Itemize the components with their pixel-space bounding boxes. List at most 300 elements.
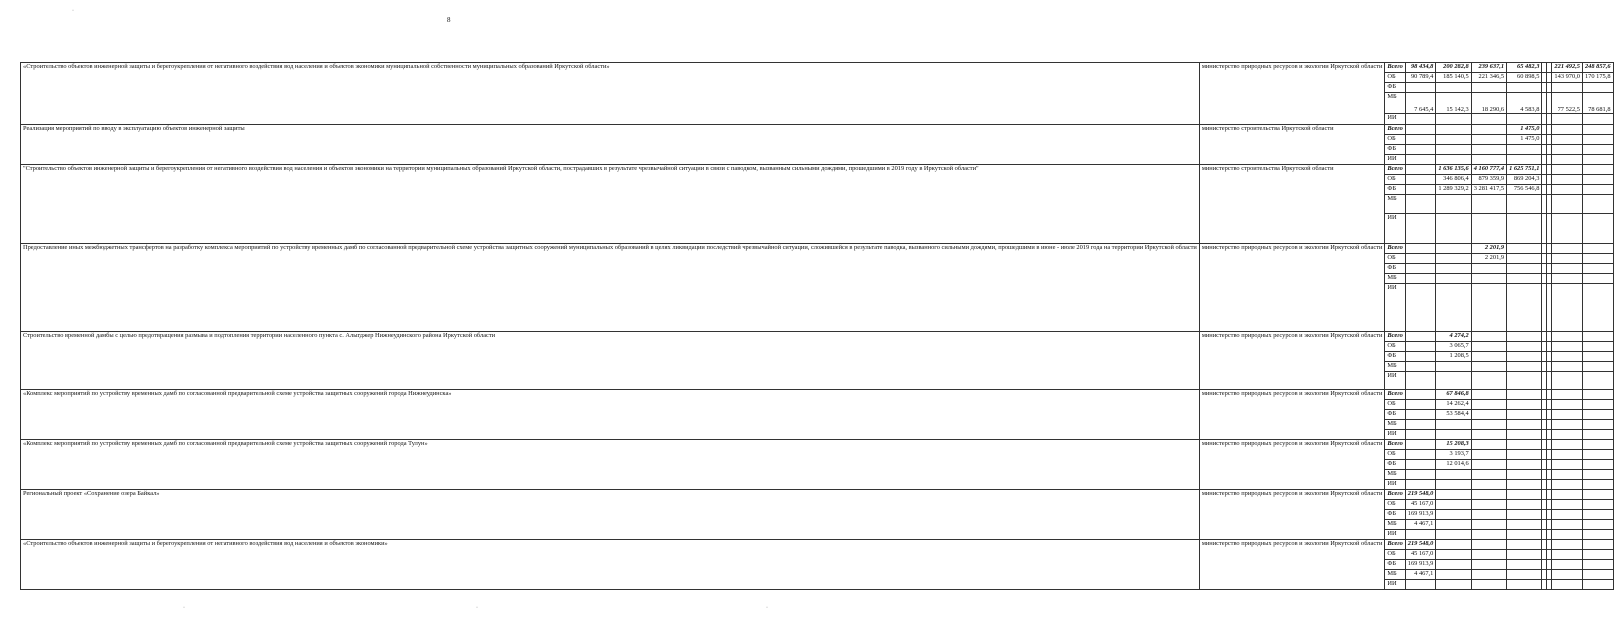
amount-cell	[1471, 570, 1506, 580]
amount-cell	[1471, 510, 1506, 520]
amount-cell	[1552, 390, 1583, 400]
funding-source: ФБ	[1385, 460, 1405, 470]
amount-cell	[1405, 580, 1436, 590]
amount-cell	[1582, 550, 1613, 560]
funding-source: Всего	[1385, 165, 1405, 175]
amount-cell	[1405, 145, 1436, 155]
amount-cell: 221 492,5	[1552, 63, 1583, 73]
amount-cell	[1405, 470, 1436, 480]
amount-cell: 879 359,9	[1471, 175, 1506, 185]
amount-cell: 756 546,8	[1507, 185, 1542, 195]
amount-cell	[1436, 580, 1471, 590]
amount-cell	[1436, 540, 1471, 550]
amount-cell	[1582, 125, 1613, 135]
amount-cell	[1582, 530, 1613, 540]
amount-cell	[1436, 560, 1471, 570]
amount-cell	[1552, 284, 1583, 332]
amount-cell	[1436, 284, 1471, 332]
amount-cell: 2 201,9	[1471, 244, 1506, 254]
amount-cell	[1436, 420, 1471, 430]
amount-cell	[1436, 155, 1471, 165]
amount-cell	[1471, 550, 1506, 560]
amount-cell	[1436, 254, 1471, 264]
amount-cell	[1436, 214, 1471, 244]
program-name: «Строительство объектов инженерной защиты и берегоукрепления от негативного воздействия вод населения и объектов экономики»	[21, 540, 1200, 590]
amount-cell	[1507, 114, 1542, 125]
amount-cell	[1507, 372, 1542, 390]
amount-cell	[1552, 264, 1583, 274]
scan-speck: ·	[183, 605, 185, 611]
amount-cell	[1471, 520, 1506, 530]
amount-cell	[1552, 530, 1583, 540]
funding-source: ФБ	[1385, 560, 1405, 570]
amount-cell: 3 065,7	[1436, 342, 1471, 352]
responsible-executor: министерство строительства Иркутской области	[1199, 125, 1385, 165]
funding-source: ОБ	[1385, 254, 1405, 264]
amount-cell	[1436, 362, 1471, 372]
funding-source: ФБ	[1385, 510, 1405, 520]
amount-cell: 90 789,4	[1405, 73, 1436, 83]
amount-cell	[1582, 560, 1613, 570]
amount-cell	[1582, 440, 1613, 450]
amount-cell: 45 167,0	[1405, 500, 1436, 510]
amount-cell	[1552, 125, 1583, 135]
amount-cell	[1405, 185, 1436, 195]
amount-cell	[1436, 114, 1471, 125]
funding-source: ИИ	[1385, 430, 1405, 440]
amount-cell	[1507, 430, 1542, 440]
amount-cell	[1471, 155, 1506, 165]
amount-cell: 4 274,2	[1436, 332, 1471, 342]
table-row	[21, 490, 1614, 500]
amount-cell: 143 970,0	[1552, 73, 1583, 83]
amount-cell: 248 857,6	[1582, 63, 1613, 73]
amount-cell	[1436, 125, 1471, 135]
amount-cell	[1582, 185, 1613, 195]
amount-cell	[1552, 520, 1583, 530]
program-name: Предоставление иных межбюджетных трансфертов на разработку комплекса мероприятий по устройству временных дамб по согласованной предварительной схеме устройства защитных сооружений муниципальных образований в целях ликвидации последствий чрезвычайной ситуации, сложившейся в результате паводка, вызванного сильными дождями, прошедшими в июне - июле 2019 года на территории Иркутской области	[21, 244, 1200, 332]
amount-cell	[1552, 430, 1583, 440]
amount-cell: 4 583,8	[1507, 93, 1542, 114]
amount-cell	[1582, 155, 1613, 165]
amount-cell	[1552, 460, 1583, 470]
program-name: "Строительство объектов инженерной защиты и берегоукрепления от негативного воздействия вод населения и объектов экономики на территории муниципальных образований Иркутской области, пострадавших в результате чрезвычайной ситуации в связи с паводком, вызванным сильными дождями, прошедшими в 2019 году в Иркутской области"	[21, 165, 1200, 244]
amount-cell	[1507, 400, 1542, 410]
amount-cell	[1405, 362, 1436, 372]
amount-cell	[1436, 550, 1471, 560]
amount-cell	[1471, 362, 1506, 372]
amount-cell	[1507, 145, 1542, 155]
amount-cell	[1552, 420, 1583, 430]
amount-cell	[1552, 352, 1583, 362]
amount-cell	[1405, 135, 1436, 145]
funding-source: Всего	[1385, 63, 1405, 73]
amount-cell	[1471, 145, 1506, 155]
amount-cell: 3 193,7	[1436, 450, 1471, 460]
amount-cell	[1552, 560, 1583, 570]
amount-cell	[1436, 510, 1471, 520]
responsible-executor: министерство природных ресурсов и экологии Иркутской области	[1199, 490, 1385, 540]
amount-cell	[1436, 490, 1471, 500]
program-name: «Комплекс мероприятий по устройству временных дамб по согласованной предварительной схеме устройства защитных сооружений города Тулун»	[21, 440, 1200, 490]
funding-source: МБ	[1385, 195, 1405, 214]
scan-speck: ·	[72, 8, 74, 14]
amount-cell: 4 160 777,4	[1471, 165, 1506, 175]
table-row	[21, 125, 1614, 135]
responsible-executor: министерство строительства Иркутской области	[1199, 165, 1385, 244]
amount-cell	[1582, 390, 1613, 400]
amount-cell	[1471, 420, 1506, 430]
amount-cell	[1471, 372, 1506, 390]
amount-cell	[1552, 362, 1583, 372]
table-row	[21, 390, 1614, 400]
amount-cell	[1405, 195, 1436, 214]
funding-source: ИИ	[1385, 155, 1405, 165]
responsible-executor: министерство природных ресурсов и экологии Иркутской области	[1199, 440, 1385, 490]
program-name: Региональный проект «Сохранение озера Байкал»	[21, 490, 1200, 540]
amount-cell	[1436, 500, 1471, 510]
amount-cell	[1552, 135, 1583, 145]
amount-cell	[1582, 430, 1613, 440]
funding-source: ФБ	[1385, 264, 1405, 274]
amount-cell	[1405, 175, 1436, 185]
amount-cell	[1471, 352, 1506, 362]
amount-cell	[1405, 254, 1436, 264]
amount-cell	[1507, 342, 1542, 352]
amount-cell	[1405, 244, 1436, 254]
amount-cell	[1552, 440, 1583, 450]
amount-cell	[1507, 480, 1542, 490]
amount-cell: 346 806,4	[1436, 175, 1471, 185]
amount-cell: 15 208,3	[1436, 440, 1471, 450]
program-name: Реализация мероприятий по вводу в эксплуатацию объектов инженерной защиты	[21, 125, 1200, 165]
amount-cell: 78 681,8	[1582, 93, 1613, 114]
amount-cell	[1582, 352, 1613, 362]
funding-source: ОБ	[1385, 135, 1405, 145]
funding-source: ИИ	[1385, 530, 1405, 540]
amount-cell	[1582, 83, 1613, 93]
amount-cell: 185 140,5	[1436, 73, 1471, 83]
amount-cell	[1507, 362, 1542, 372]
amount-cell	[1552, 400, 1583, 410]
amount-cell	[1507, 195, 1542, 214]
amount-cell	[1507, 560, 1542, 570]
amount-cell	[1582, 520, 1613, 530]
program-name: «Строительство объектов инженерной защиты и берегоукрепления от негативного воздействия вод населения и объектов экономики муниципальной собственности муниципальных образований Иркутской области»	[21, 63, 1200, 125]
amount-cell	[1582, 254, 1613, 264]
amount-cell	[1405, 390, 1436, 400]
funding-source: ФБ	[1385, 185, 1405, 195]
funding-source: ИИ	[1385, 284, 1405, 332]
amount-cell	[1436, 530, 1471, 540]
amount-cell	[1552, 410, 1583, 420]
amount-cell	[1507, 390, 1542, 400]
amount-cell	[1552, 540, 1583, 550]
amount-cell: 14 262,4	[1436, 400, 1471, 410]
amount-cell	[1405, 125, 1436, 135]
amount-cell	[1582, 400, 1613, 410]
amount-cell	[1436, 372, 1471, 390]
funding-source: МБ	[1385, 520, 1405, 530]
funding-source: МБ	[1385, 470, 1405, 480]
amount-cell	[1582, 490, 1613, 500]
amount-cell	[1471, 500, 1506, 510]
amount-cell	[1471, 274, 1506, 284]
amount-cell	[1507, 440, 1542, 450]
amount-cell	[1552, 500, 1583, 510]
amount-cell	[1405, 460, 1436, 470]
amount-cell	[1552, 470, 1583, 480]
amount-cell	[1582, 450, 1613, 460]
amount-cell	[1471, 83, 1506, 93]
amount-cell	[1471, 410, 1506, 420]
amount-cell	[1507, 244, 1542, 254]
amount-cell	[1436, 470, 1471, 480]
amount-cell	[1582, 540, 1613, 550]
amount-cell	[1507, 352, 1542, 362]
amount-cell	[1552, 342, 1583, 352]
amount-cell	[1405, 450, 1436, 460]
responsible-executor: министерство природных ресурсов и экологии Иркутской области	[1199, 244, 1385, 332]
amount-cell	[1552, 83, 1583, 93]
amount-cell	[1405, 420, 1436, 430]
amount-cell	[1582, 460, 1613, 470]
amount-cell	[1507, 470, 1542, 480]
amount-cell	[1405, 274, 1436, 284]
amount-cell	[1582, 470, 1613, 480]
amount-cell	[1582, 195, 1613, 214]
funding-source: Всего	[1385, 440, 1405, 450]
amount-cell	[1405, 410, 1436, 420]
amount-cell: 18 290,6	[1471, 93, 1506, 114]
funding-source: ИИ	[1385, 372, 1405, 390]
amount-cell	[1507, 420, 1542, 430]
amount-cell	[1436, 83, 1471, 93]
funding-source: Всего	[1385, 390, 1405, 400]
amount-cell	[1471, 284, 1506, 332]
funding-source: ФБ	[1385, 145, 1405, 155]
amount-cell	[1436, 244, 1471, 254]
budget-table	[20, 62, 1614, 590]
funding-source: Всего	[1385, 540, 1405, 550]
amount-cell: 65 482,3	[1507, 63, 1542, 73]
amount-cell: 60 898,5	[1507, 73, 1542, 83]
amount-cell	[1471, 135, 1506, 145]
amount-cell: 1 625 751,1	[1507, 165, 1542, 175]
amount-cell	[1471, 530, 1506, 540]
amount-cell	[1507, 580, 1542, 590]
table-row	[21, 63, 1614, 73]
amount-cell	[1552, 114, 1583, 125]
amount-cell	[1405, 352, 1436, 362]
scan-speck: ·	[766, 605, 768, 611]
amount-cell	[1436, 430, 1471, 440]
amount-cell	[1552, 570, 1583, 580]
amount-cell	[1552, 254, 1583, 264]
amount-cell	[1552, 155, 1583, 165]
amount-cell	[1405, 264, 1436, 274]
funding-source: ОБ	[1385, 73, 1405, 83]
funding-source: ИИ	[1385, 580, 1405, 590]
amount-cell	[1471, 390, 1506, 400]
amount-cell	[1471, 470, 1506, 480]
amount-cell	[1582, 244, 1613, 254]
amount-cell	[1582, 114, 1613, 125]
amount-cell	[1552, 450, 1583, 460]
amount-cell	[1507, 214, 1542, 244]
amount-cell	[1552, 214, 1583, 244]
amount-cell	[1552, 510, 1583, 520]
amount-cell	[1436, 264, 1471, 274]
amount-cell	[1507, 510, 1542, 520]
amount-cell	[1471, 114, 1506, 125]
amount-cell	[1582, 410, 1613, 420]
amount-cell	[1552, 550, 1583, 560]
amount-cell	[1471, 560, 1506, 570]
funding-source: МБ	[1385, 274, 1405, 284]
amount-cell	[1582, 274, 1613, 284]
funding-source: МБ	[1385, 362, 1405, 372]
amount-cell	[1507, 450, 1542, 460]
amount-cell: 2 201,9	[1471, 254, 1506, 264]
amount-cell	[1552, 490, 1583, 500]
amount-cell	[1582, 165, 1613, 175]
amount-cell: 221 346,5	[1471, 73, 1506, 83]
amount-cell	[1471, 125, 1506, 135]
amount-cell	[1405, 342, 1436, 352]
amount-cell: 3 281 417,5	[1471, 185, 1506, 195]
amount-cell	[1507, 410, 1542, 420]
funding-source: ОБ	[1385, 342, 1405, 352]
amount-cell	[1552, 480, 1583, 490]
scan-speck: ·	[476, 605, 478, 611]
amount-cell	[1582, 332, 1613, 342]
amount-cell	[1582, 214, 1613, 244]
amount-cell	[1582, 480, 1613, 490]
amount-cell	[1405, 480, 1436, 490]
amount-cell	[1507, 460, 1542, 470]
amount-cell	[1552, 372, 1583, 390]
program-name: «Комплекс мероприятий по устройству временных дамб по согласованной предварительной схеме устройства защитных сооружений города Нижнеудинска»	[21, 390, 1200, 440]
amount-cell	[1471, 490, 1506, 500]
amount-cell	[1552, 580, 1583, 590]
amount-cell	[1552, 145, 1583, 155]
amount-cell	[1471, 480, 1506, 490]
amount-cell	[1582, 500, 1613, 510]
amount-cell: 1 475,0	[1507, 135, 1542, 145]
amount-cell: 45 167,0	[1405, 550, 1436, 560]
funding-source: ОБ	[1385, 450, 1405, 460]
amount-cell	[1582, 135, 1613, 145]
amount-cell: 12 014,6	[1436, 460, 1471, 470]
funding-source: ФБ	[1385, 83, 1405, 93]
amount-cell	[1471, 440, 1506, 450]
amount-cell: 1 475,0	[1507, 125, 1542, 135]
amount-cell	[1582, 145, 1613, 155]
funding-source: Всего	[1385, 244, 1405, 254]
amount-cell	[1405, 372, 1436, 390]
funding-source: Всего	[1385, 490, 1405, 500]
amount-cell	[1507, 570, 1542, 580]
amount-cell	[1405, 155, 1436, 165]
amount-cell	[1471, 332, 1506, 342]
amount-cell	[1582, 284, 1613, 332]
amount-cell	[1405, 440, 1436, 450]
amount-cell	[1405, 214, 1436, 244]
amount-cell	[1471, 214, 1506, 244]
table-row	[21, 165, 1614, 175]
amount-cell: 1 636 135,6	[1436, 165, 1471, 175]
funding-source: ИИ	[1385, 114, 1405, 125]
amount-cell	[1507, 264, 1542, 274]
funding-source: ОБ	[1385, 400, 1405, 410]
amount-cell	[1507, 254, 1542, 264]
responsible-executor: министерство природных ресурсов и экологии Иркутской области	[1199, 63, 1385, 125]
amount-cell	[1582, 264, 1613, 274]
amount-cell	[1552, 185, 1583, 195]
amount-cell	[1405, 332, 1436, 342]
amount-cell: 4 467,1	[1405, 520, 1436, 530]
program-name: Строительство временной дамбы с целью предотвращения размыва и подтопления территории населенного пункта с. Алыгджер Нижнеудинского района Иркутской области	[21, 332, 1200, 390]
amount-cell	[1405, 530, 1436, 540]
table-row	[21, 244, 1614, 254]
amount-cell	[1582, 580, 1613, 590]
page-number: 8	[447, 16, 451, 24]
amount-cell	[1436, 570, 1471, 580]
amount-cell	[1436, 195, 1471, 214]
amount-cell: 169 913,9	[1405, 510, 1436, 520]
funding-source: МБ	[1385, 420, 1405, 430]
amount-cell	[1471, 430, 1506, 440]
amount-cell	[1582, 420, 1613, 430]
amount-cell	[1507, 550, 1542, 560]
amount-cell	[1507, 530, 1542, 540]
amount-cell: 67 846,8	[1436, 390, 1471, 400]
amount-cell	[1436, 480, 1471, 490]
amount-cell	[1507, 274, 1542, 284]
amount-cell: 1 289 329,2	[1436, 185, 1471, 195]
amount-cell	[1471, 580, 1506, 590]
table-row	[21, 332, 1614, 342]
amount-cell	[1507, 500, 1542, 510]
amount-cell	[1471, 400, 1506, 410]
amount-cell	[1507, 490, 1542, 500]
funding-source: ФБ	[1385, 352, 1405, 362]
funding-source: ИИ	[1385, 480, 1405, 490]
amount-cell	[1405, 284, 1436, 332]
amount-cell: 219 548,0	[1405, 540, 1436, 550]
responsible-executor: министерство природных ресурсов и экологии Иркутской области	[1199, 540, 1385, 590]
funding-source: ИИ	[1385, 214, 1405, 244]
table-row	[21, 440, 1614, 450]
amount-cell: 170 175,8	[1582, 73, 1613, 83]
amount-cell	[1436, 520, 1471, 530]
amount-cell: 7 645,4	[1405, 93, 1436, 114]
responsible-executor: министерство природных ресурсов и экологии Иркутской области	[1199, 332, 1385, 390]
amount-cell: 53 584,4	[1436, 410, 1471, 420]
amount-cell: 15 142,3	[1436, 93, 1471, 114]
amount-cell	[1582, 362, 1613, 372]
amount-cell	[1471, 450, 1506, 460]
funding-source: МБ	[1385, 93, 1405, 114]
amount-cell	[1582, 570, 1613, 580]
amount-cell	[1471, 264, 1506, 274]
amount-cell: 169 913,9	[1405, 560, 1436, 570]
amount-cell	[1436, 274, 1471, 284]
amount-cell	[1471, 460, 1506, 470]
amount-cell	[1471, 540, 1506, 550]
funding-source: Всего	[1385, 332, 1405, 342]
